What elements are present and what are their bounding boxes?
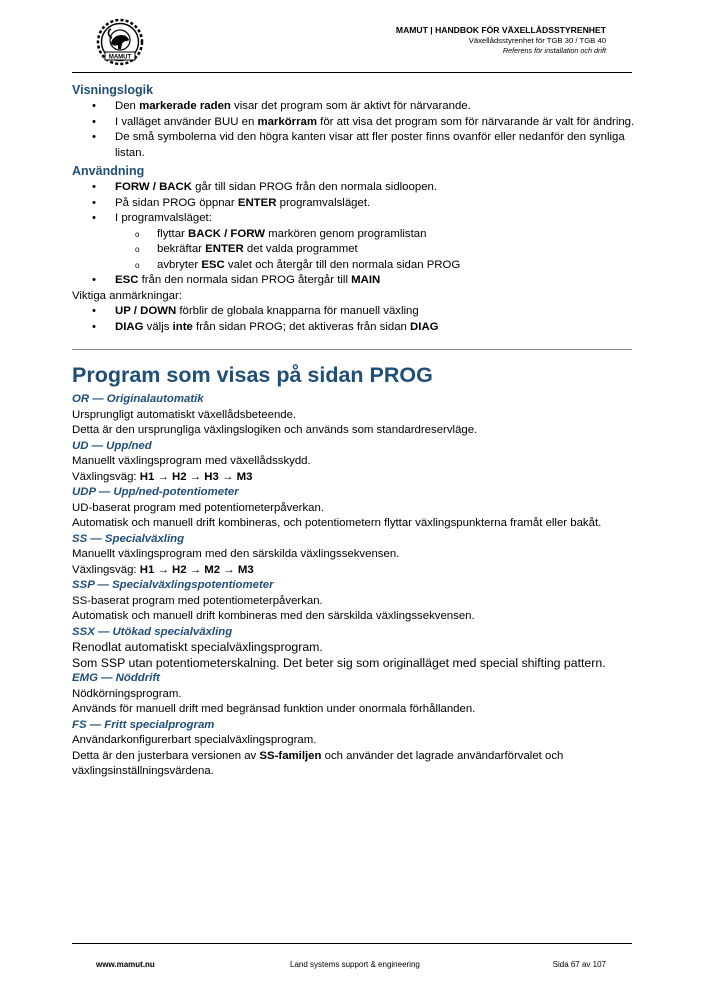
list-item: • UP / DOWN förblir de globala knapparna för manuell växling [72, 304, 637, 320]
header-title: MAMUT | HANDBOK FÖR VÄXELLÅDSSTYRENHET [395, 25, 606, 35]
page-footer [72, 950, 632, 976]
list-item: • På sidan PROG öppnar ENTER programvalsläget. [72, 196, 637, 212]
program-desc: Nödkörningsprogram. [72, 687, 182, 700]
program-title-ssp: SSP — Specialväxlingspotentiometer [72, 579, 274, 591]
shift-path: Växlingsväg: H1 → H2 → H3 → M3 [72, 470, 253, 483]
program-desc: Användarkonfigurerbart specialväxlingsprogram. [72, 734, 317, 746]
header-note: Referens för installation och drift [502, 46, 606, 55]
notes-heading: Viktiga anmärkningar: [72, 289, 182, 302]
program-desc: Ursprungligt automatiskt växellådsbeteende. [72, 408, 297, 421]
page-header [72, 14, 632, 72]
program-desc: Manuellt växlingsprogram med den särskilda växlingssekvensen. [72, 548, 400, 560]
list-item: • I programvalsläget: [72, 211, 637, 227]
footer-page-number: Sida 67 av 107 [552, 960, 606, 969]
program-title-or: OR — Originalautomatik [72, 393, 204, 405]
program-desc: Automatisk och manuell drift kombineras med den särskilda växlingssekvensen. [72, 610, 475, 622]
program-desc: Automatisk och manuell drift kombineras, och potentiometern flyttar växlingspunkterna framåt eller bakåt. [72, 517, 602, 529]
program-title-emg: EMG — Nöddrift [72, 672, 160, 684]
program-desc: Manuellt växlingsprogram med växellådsskydd. [72, 455, 311, 467]
footer-website: www.mamut.nu [96, 960, 155, 969]
header-text [396, 25, 606, 56]
list-item: • I valläget använder BUU en markörram för att visa det program som för närvarande är valt för ändring. [72, 115, 637, 131]
program-desc: SS-baserat program med potentiometerpåverkan. [72, 594, 323, 607]
program-desc: Detta är den justerbara versionen av SS-familjen och använder det lagrade användarförvalet och växlingsinställningsvärdena. [72, 749, 564, 777]
sub-list-item: o bekräftar ENTER det valda programmet [72, 242, 637, 258]
program-desc: UD-baserat program med potentiometerpåverkan. [72, 501, 324, 514]
list-item: • De små symbolerna vid den högra kanten visar att fler poster finns ovanför eller nedanför den synliga listan. [72, 130, 637, 161]
programvalslage-sublist [72, 227, 637, 274]
sub-list-item: o avbryter ESC valet och återgår till den normala sidan PROG [72, 258, 637, 274]
sub-list-item: o flyttar BACK / FORW markören genom programlistan [72, 227, 637, 243]
list-item: • FORW / BACK går till sidan PROG från den normala sidloopen. [72, 180, 637, 196]
page-content [72, 82, 637, 780]
program-desc: Detta är den ursprungliga växlingslogiken och används som standardreservläge. [72, 424, 478, 436]
anvandning-list-cont [72, 273, 637, 289]
program-title-ssx: SSX — Utökad specialväxling [72, 625, 233, 638]
mamut-gear-logo-icon [94, 16, 146, 68]
footer-tagline: Land systems support & engineering [290, 960, 420, 969]
header-subtitle: Växellådsstyrenhet för TGB 30 / TGB 40 [468, 36, 606, 45]
program-desc: Används för manuell drift med begränsad funktion under onormala förhållanden. [72, 703, 476, 715]
list-item: • Den markerade raden visar det program som är aktivt för närvarande. [72, 99, 637, 115]
program-title-fs: FS — Fritt specialprogram [72, 718, 215, 731]
logo-text: MAMUT [108, 54, 132, 61]
list-item: • ESC från den normala sidan PROG återgår till MAIN [72, 273, 637, 289]
program-desc: Som SSP utan potentiometerskalning. Det beter sig som originalläget med special shifting pattern. [72, 655, 606, 670]
footer-divider [72, 943, 632, 944]
list-item: • DIAG väljs inte från sidan PROG; det aktiveras från sidan DIAG [72, 320, 637, 336]
section-heading-visningslogik: Visningslogik [72, 83, 154, 97]
visningslogik-list [72, 99, 637, 161]
page-title: Program som visas på sidan PROG [72, 363, 433, 387]
program-title-ud: UD — Upp/ned [72, 439, 152, 452]
program-title-ss: SS — Specialväxling [72, 532, 185, 545]
notes-list [72, 304, 637, 335]
anvandning-list [72, 180, 637, 227]
program-title-udp: UDP — Upp/ned-potentiometer [72, 486, 239, 498]
program-desc: Renodlat automatiskt specialväxlingsprogram. [72, 640, 323, 654]
shift-path: Växlingsväg: H1 → H2 → M2 → M3 [72, 563, 254, 576]
section-divider [72, 349, 632, 350]
header-divider [72, 72, 632, 73]
section-heading-anvandning: Användning [72, 164, 145, 178]
